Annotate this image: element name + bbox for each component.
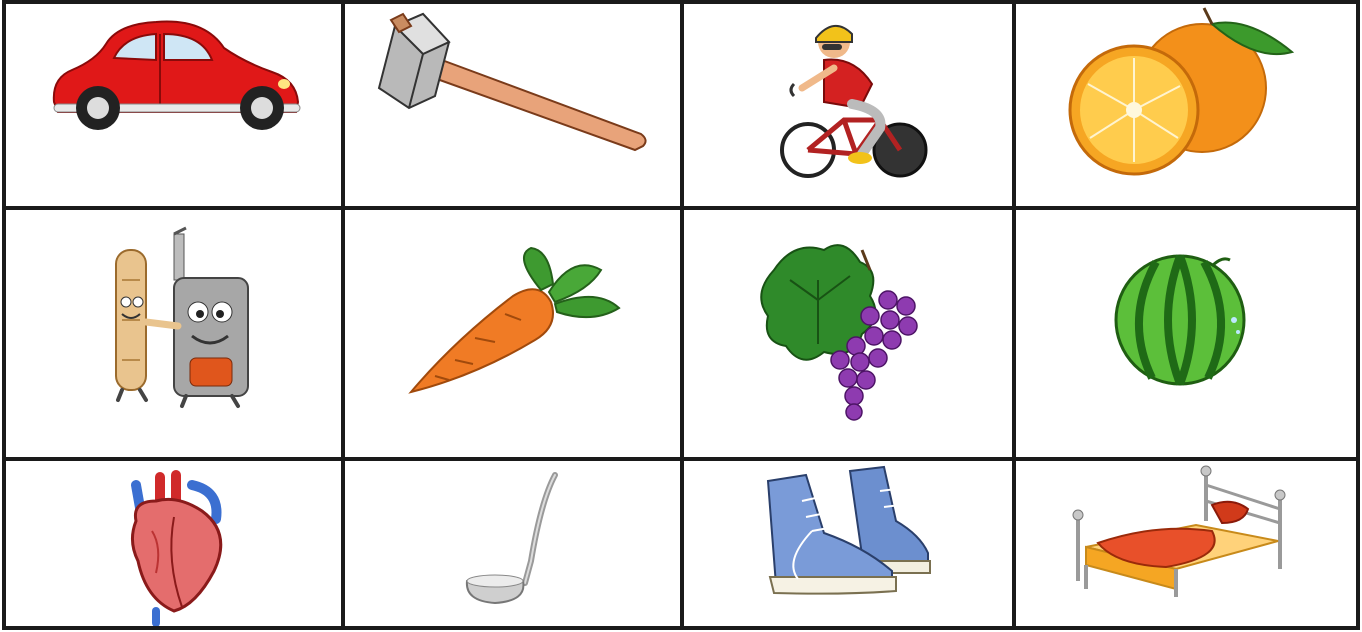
sneakers-icon	[684, 461, 1012, 626]
grid-line-left	[2, 0, 6, 630]
carrot-icon	[345, 210, 680, 457]
cell-orange	[1016, 4, 1356, 206]
cell-heart	[6, 461, 341, 626]
watermelon-icon	[1016, 210, 1356, 457]
cell-bed	[1016, 461, 1356, 626]
cell-sneakers	[684, 461, 1012, 626]
cell-wood-stove	[6, 210, 341, 457]
wood-and-stove-characters-icon	[6, 210, 341, 457]
grid-line-col-3	[1012, 0, 1016, 630]
cell-hammer	[345, 4, 680, 206]
bed-icon	[1016, 461, 1356, 626]
grid-line-col-2	[680, 0, 684, 630]
grid-line-col-1	[341, 0, 345, 630]
ladle-icon	[345, 461, 680, 626]
cyclist-icon	[684, 4, 1012, 206]
cell-ladle	[345, 461, 680, 626]
grapes-icon	[684, 210, 1012, 457]
grid-line-right	[1356, 0, 1360, 630]
orange-fruit-icon	[1016, 4, 1356, 206]
heart-organ-icon	[6, 461, 341, 626]
cell-watermelon	[1016, 210, 1356, 457]
hammer-icon	[345, 4, 680, 206]
red-car-icon	[6, 4, 341, 206]
cell-cyclist	[684, 4, 1012, 206]
cell-carrot	[345, 210, 680, 457]
cell-grapes	[684, 210, 1012, 457]
cell-car	[6, 4, 341, 206]
